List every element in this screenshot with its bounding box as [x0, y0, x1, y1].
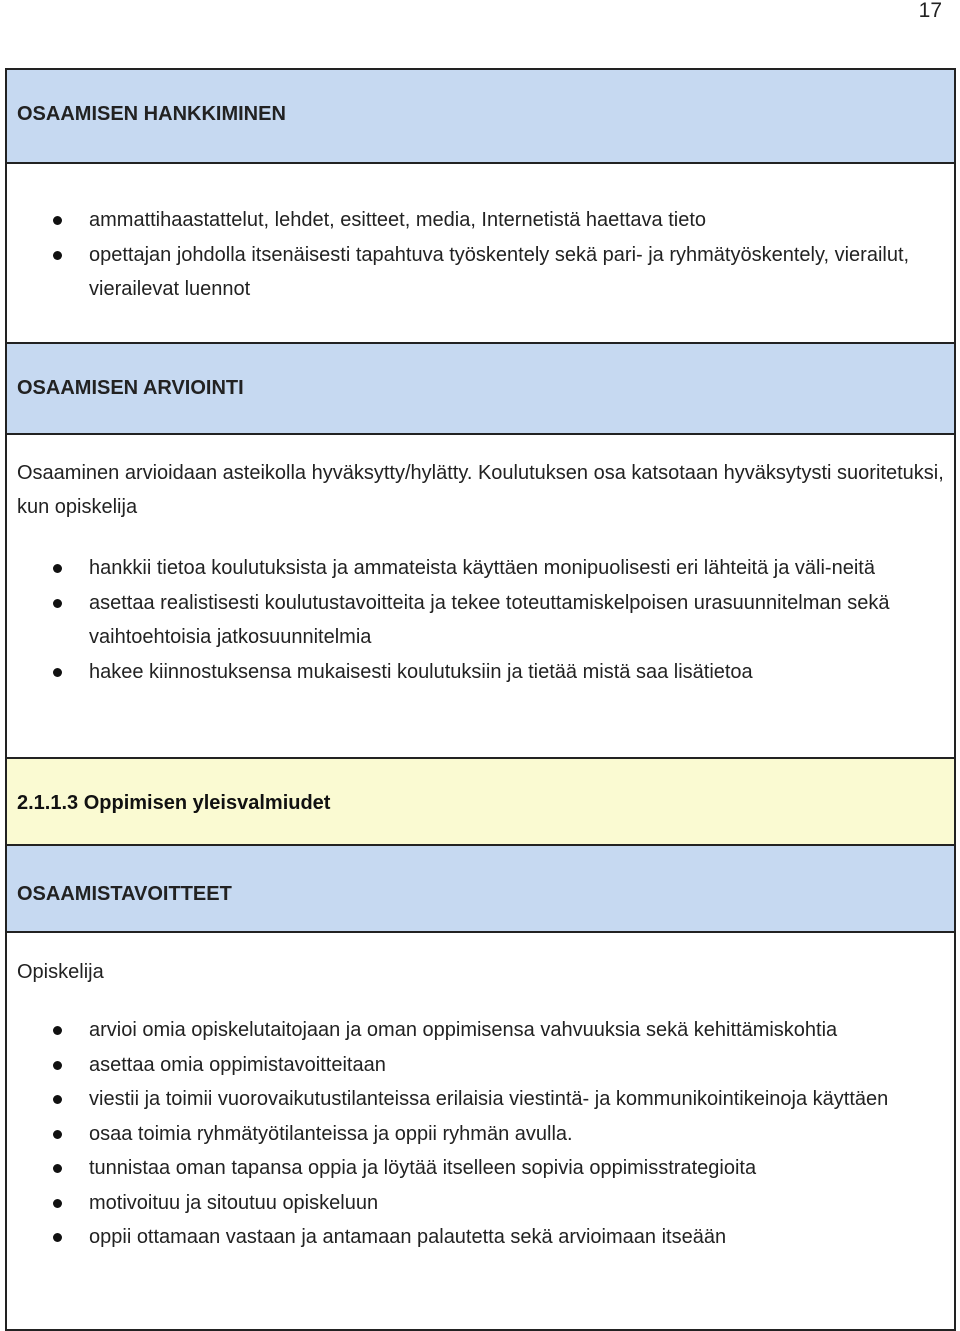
- bullet-icon: [53, 1095, 62, 1104]
- bullet-list: [7, 203, 954, 307]
- section-header-hankkiminen: [7, 70, 954, 164]
- list-item: arvioi omia opiskelutaitojaan ja oman oppimisensa vahvuuksia sekä kehittämiskohtia: [7, 1013, 954, 1048]
- section-header-yleisvalmiudet: [7, 759, 954, 846]
- section-heading: OSAAMISEN ARVIOINTI: [17, 377, 244, 399]
- list-item: tunnistaa oman tapansa oppia ja löytää itselleen sopivia oppimisstrategioita: [7, 1151, 954, 1186]
- section-header-arviointi: [7, 344, 954, 435]
- bullet-icon: [53, 1026, 62, 1035]
- bullet-icon: [53, 251, 62, 260]
- bullet-icon: [53, 1199, 62, 1208]
- section-heading: OSAAMISEN HANKKIMINEN: [17, 103, 286, 125]
- section-heading: 2.1.1.3 Oppimisen yleisvalmiudet: [17, 792, 331, 814]
- bullet-icon: [53, 1233, 62, 1242]
- list-item: hankkii tietoa koulutuksista ja ammateista käyttäen monipuolisesti eri lähteitä ja väli-neitä: [7, 551, 954, 586]
- section-body-hankkiminen: [7, 164, 954, 344]
- bullet-list: [7, 1013, 954, 1255]
- list-item: opettajan johdolla itsenäisesti tapahtuva työskentely sekä pari- ja ryhmätyöskentely, vierailut, vierailevat luennot: [7, 238, 954, 307]
- content-table: [5, 68, 956, 1331]
- list-item: oppii ottamaan vastaan ja antamaan palautetta sekä arvioimaan itseään: [7, 1220, 954, 1255]
- bullet-icon: [53, 216, 62, 225]
- list-item: motivoituu ja sitoutuu opiskeluun: [7, 1186, 954, 1221]
- list-item: osaa toimia ryhmätyötilanteissa ja oppii ryhmän avulla.: [7, 1117, 954, 1152]
- bullet-icon: [53, 668, 62, 677]
- bullet-list: [7, 551, 954, 689]
- section-header-tavoitteet: [7, 846, 954, 933]
- list-item: asettaa omia oppimistavoitteitaan: [7, 1048, 954, 1083]
- bullet-icon: [53, 564, 62, 573]
- bullet-icon: [53, 1130, 62, 1139]
- list-item: asettaa realistisesti koulutustavoitteita ja tekee toteuttamiskelpoisen urasuunnitelman sekä vaihtoehtoisia jatkosuunnitelmia: [7, 586, 954, 655]
- section-heading: OSAAMISTAVOITTEET: [17, 883, 232, 905]
- intro-text: Opiskelija: [17, 961, 104, 983]
- section-body-arviointi: [7, 435, 954, 759]
- bullet-icon: [53, 1164, 62, 1173]
- list-item: ammattihaastattelut, lehdet, esitteet, media, Internetistä haettava tieto: [7, 203, 954, 238]
- list-item: viestii ja toimii vuorovaikutustilanteissa erilaisia viestintä- ja kommunikointikeinoja käyttäen: [7, 1082, 954, 1117]
- intro-text: Osaaminen arvioidaan asteikolla hyväksytty/hylätty. Koulutuksen osa katsotaan hyväksytysti suoritetuksi, kun opiskelija: [17, 462, 944, 518]
- section-body-tavoitteet: [7, 933, 954, 1329]
- bullet-icon: [53, 1061, 62, 1070]
- list-item: hakee kiinnostuksensa mukaisesti koulutuksiin ja tietää mistä saa lisätietoa: [7, 655, 954, 690]
- bullet-icon: [53, 599, 62, 608]
- page-number: 17: [918, 0, 942, 22]
